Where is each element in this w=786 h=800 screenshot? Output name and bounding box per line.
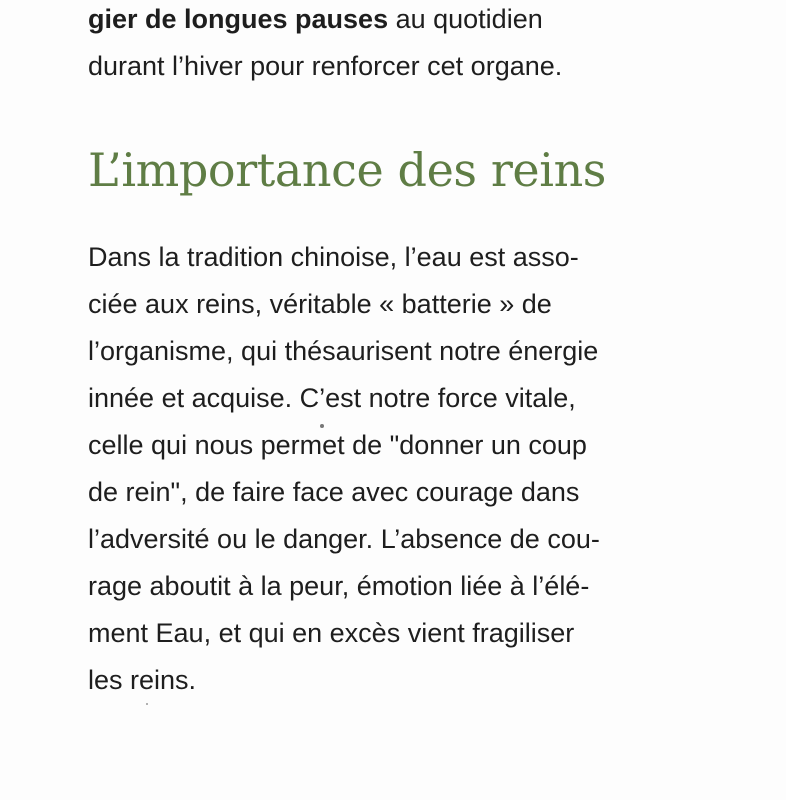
paragraph-line: ciée aux reins, véritable « batterie » de (88, 289, 552, 319)
paragraph-line: Dans la tradition chinoise, l’eau est asso- (88, 242, 579, 272)
intro-line-1 (88, 0, 768, 43)
scan-speck (320, 424, 324, 428)
intro-line-2: durant l’hiver pour renforcer cet organe. (88, 51, 563, 81)
intro-paragraph (88, 0, 768, 90)
paragraph-line: ment Eau, et qui en excès vient fragiliser (88, 618, 575, 648)
paragraph-line: innée et acquise. C’est notre force vitale, (88, 383, 576, 413)
paragraph-line: de rein", de faire face avec courage dans (88, 477, 580, 507)
section-paragraph (88, 234, 768, 704)
paragraph-line: celle qui nous permet de "donner un coup (88, 430, 587, 460)
section-heading: L’importance des reins (88, 143, 606, 197)
paragraph-line: rage aboutit à la peur, émotion liée à l’élé- (88, 571, 590, 601)
paragraph-line: l’adversité ou le danger. L’absence de cou- (88, 524, 600, 554)
intro-bold-text: gier de longues pauses (88, 4, 389, 34)
paragraph-line: l’organisme, qui thésaurisent notre énergie (88, 336, 599, 366)
intro-line-1-rest: au quotidien (388, 4, 543, 34)
paragraph-line: les reins. (88, 665, 197, 695)
scan-speck (146, 703, 148, 705)
